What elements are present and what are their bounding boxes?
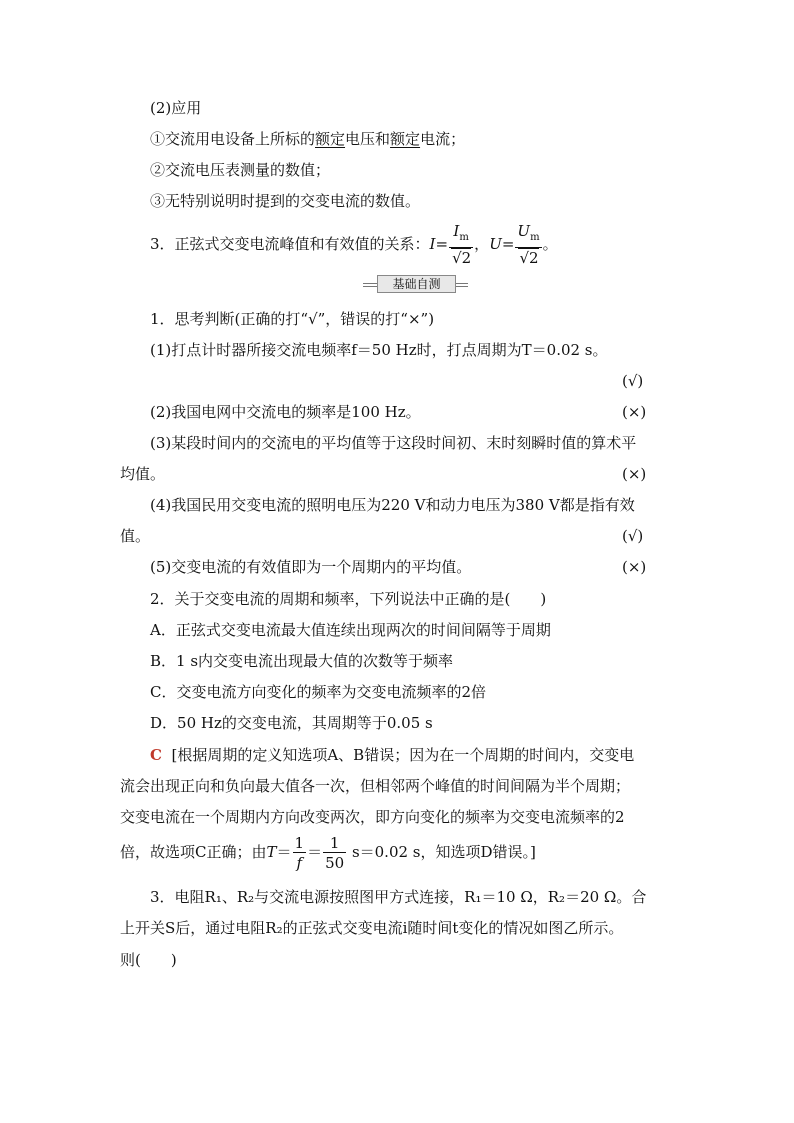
q1-item-3: (3)某段时间内的交流电的平均值等于这段时间初、末时刻瞬时值的算术平 bbox=[150, 434, 637, 452]
q1-item-4-mark: (√) bbox=[622, 527, 644, 545]
application-item-1: ①交流用电设备上所标的额定电压和额定电流； bbox=[150, 130, 466, 148]
q3-line-2: 上开关S后，通过电阻R₂的正弦式交变电流i随时间t变化的情况如图乙所示。 bbox=[120, 919, 624, 937]
q3-line-3: 则( ) bbox=[120, 951, 177, 969]
q2-explanation-3: 交变电流在一个周期内方向改变两次，即方向变化的频率为交变电流频率的2 bbox=[120, 808, 625, 826]
application-item-2: ②交流电压表测量的数值； bbox=[150, 161, 331, 179]
fraction-um: $\frac{U_m}{√2}$ bbox=[517, 222, 540, 267]
q1-item-5-mark: (×) bbox=[622, 558, 647, 576]
q1-item-3-mark: (×) bbox=[622, 465, 647, 483]
section-badge bbox=[363, 275, 468, 293]
q2-explanation-4: 倍，故选项C正确；由T＝ $\frac{1}{f}$ ＝ $\frac{1}{50}$ s＝0.02 s，知选项D错误。] bbox=[120, 833, 536, 872]
q2-answer: C bbox=[150, 746, 162, 764]
q1-stem: 1．思考判断(正确的打“√”，错误的打“×”) bbox=[150, 310, 435, 328]
q2-option-b: B．1 s内交变电流出现最大值的次数等于频率 bbox=[150, 652, 454, 670]
q2-option-d: D．50 Hz的交变电流，其周期等于0.05 s bbox=[150, 714, 433, 732]
q2-explanation-1: C [根据周期的定义知选项A、B错误；因为在一个周期的时间内，交变电 bbox=[150, 746, 635, 764]
fraction-im: $\frac{I_m}{√2}$ bbox=[449, 222, 473, 268]
application-item-3: ③无特别说明时提到的交变电流的数值。 bbox=[150, 192, 421, 210]
q1-item-2: (2)我国电网中交流电的频率是100 Hz。 bbox=[150, 403, 421, 421]
q1-item-1-mark: (√) bbox=[622, 372, 644, 390]
q3-line-1: 3．电阻R₁、R₂与交流电源按照图甲方式连接，R₁＝10 Ω，R₂＝20 Ω。合 bbox=[150, 888, 647, 906]
badge-label: 基础自测 bbox=[377, 275, 456, 293]
q1-item-5: (5)交变电流的有效值即为一个周期内的平均值。 bbox=[150, 558, 472, 576]
q2-stem: 2．关于交变电流的周期和频率，下列说法中正确的是( ) bbox=[150, 590, 547, 608]
q1-item-3-cont: 均值。 bbox=[120, 465, 166, 483]
rms-peak-relation: 3．正弦式交变电流峰值和有效值的关系：I= $\frac{I_m}{√2}$ ，U= $\frac{U_m}{√2}$ 。 bbox=[150, 222, 558, 267]
q2-option-a: A．正弦式交变电流最大值连续出现两次的时间间隔等于周期 bbox=[150, 621, 551, 639]
q1-item-4-cont: 值。 bbox=[120, 527, 151, 545]
q1-item-2-mark: (×) bbox=[622, 403, 647, 421]
q1-item-4: (4)我国民用交变电流的照明电压为220 V和动力电压为380 V都是指有效 bbox=[150, 496, 635, 514]
section-heading: (2)应用 bbox=[150, 99, 202, 117]
q2-option-c: C．交变电流方向变化的频率为交变电流频率的2倍 bbox=[150, 683, 487, 701]
fraction-1-over-f: $\frac{1}{f}$ bbox=[294, 833, 305, 872]
q2-explanation-2: 流会出现正向和负向最大值各一次，但相邻两个峰值的时间间隔为半个周期； bbox=[120, 777, 631, 795]
fraction-1-over-50: $\frac{1}{50}$ bbox=[325, 833, 345, 872]
q1-item-1: (1)打点计时器所接交流电频率f＝50 Hz时，打点周期为T＝0.02 s。 bbox=[150, 341, 608, 359]
